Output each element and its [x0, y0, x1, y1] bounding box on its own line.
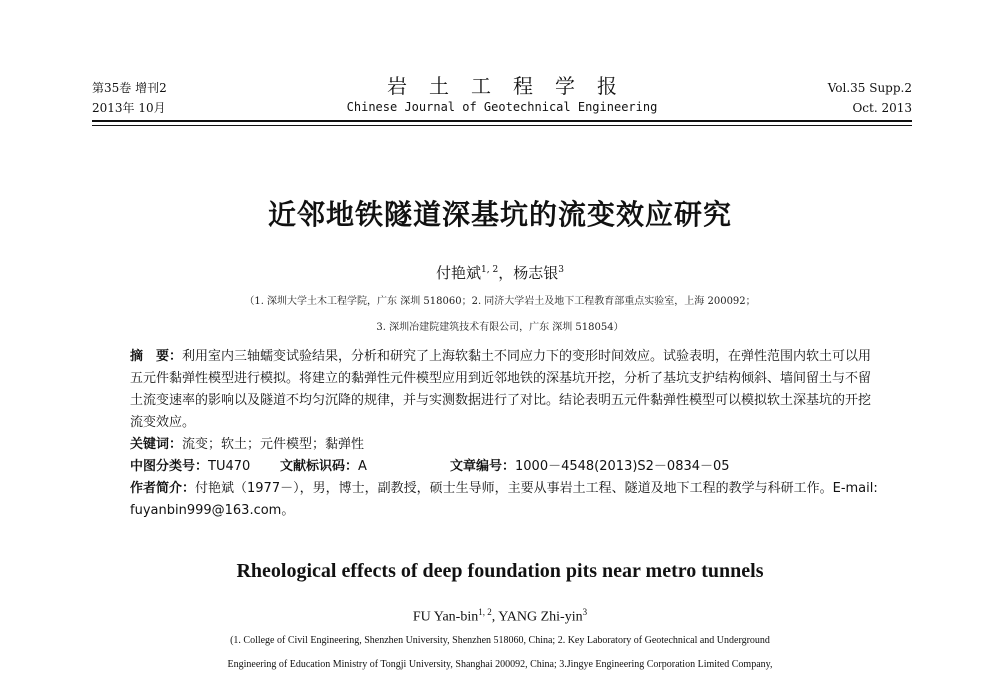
abstract [130, 346, 880, 434]
journal-name-cn: 岩土工程学报 [387, 74, 639, 98]
paper-title-en: Rheological effects of deep foundation pits near metro tunnels [236, 560, 764, 582]
date-en: Oct. 2013 [852, 101, 912, 115]
journal-name-en: Chinese Journal of Geotechnical Engineering [346, 100, 658, 114]
abstract-label: 摘 要： [130, 349, 183, 364]
clc-label: 中图分类号： [130, 459, 209, 474]
doc-code-value: A [358, 459, 367, 474]
clc-value: TU470 [208, 459, 251, 474]
author-1-cn: 付艳斌 [436, 264, 482, 282]
author-2-en: YANG Zhi-yin [498, 609, 583, 625]
header-rule-thick [92, 120, 912, 122]
author-en-separator: , [491, 609, 499, 625]
author-bio-text: 付艳斌（1977－），男，博士，副教授，硕士生导师，主要从事岩土工程、隧道及地下工程的教学与科研工作。E-mail: fuyanbin999@163.com。 [130, 481, 878, 518]
author-bio-label: 作者简介： [130, 481, 196, 496]
article-number-value: 1000－4548(2013)S2－0834－05 [515, 459, 730, 474]
volume-cn: 第35卷 增刊2 [92, 81, 167, 95]
author-2-sup: 3 [558, 265, 564, 275]
author-1-sup: 1, 2 [481, 265, 499, 275]
classification-line [130, 456, 880, 478]
authors-en [0, 607, 1000, 626]
abstract-text: 利用室内三轴蠕变试验结果，分析和研究了上海软黏土不同应力下的变形时间效应。试验表明，在弹性范围内软土可以用五元件黏弹性模型进行模拟。将建立的黏弹性元件模型应用到近邻地铁的深基坑开挖，分析了基坑支护结构倾斜、墙间留土与不留土流变速率的影响以及隧道不均匀沉降的规律，并与实测数据进行了对比。结论表明五元件黏弹性模型可以模拟软土深基坑的开挖流变效应。 [130, 349, 872, 430]
header-right [828, 78, 912, 118]
header-center [92, 74, 912, 116]
author-1-en-sup: 1, 2 [478, 607, 492, 617]
author-2-en-sup: 3 [582, 607, 588, 617]
authors-cn [0, 262, 1000, 283]
author-2-cn: 杨志银 [513, 264, 559, 282]
affiliation-cn-line2: 3. 深圳冶建院建筑技术有限公司，广东 深圳 518054） [376, 322, 624, 333]
author-bio [130, 478, 880, 522]
affiliation-en-line2: Engineering of Education Ministry of Tongji University, Shanghai 200092, China; 3.Jingye Engineering Corporation Limited Company, [227, 659, 773, 670]
affiliation-cn-line1: （1. 深圳大学土木工程学院，广东 深圳 518060；2. 同济大学岩土及地下工程教育部重点实验室，上海 200092； [244, 296, 756, 307]
abstract-block [130, 346, 880, 522]
date-cn: 2013年 10月 [92, 101, 166, 115]
doc-code-label: 文献标识码： [280, 459, 359, 474]
keywords [130, 434, 880, 456]
article-number-label: 文章编号： [450, 459, 516, 474]
paper-title-cn: 近邻地铁隧道深基坑的流变效应研究 [267, 198, 732, 231]
author-1-en: FU Yan-bin [412, 609, 479, 625]
keywords-text: 流变；软土；元件模型；黏弹性 [182, 437, 365, 452]
keywords-label: 关键词： [130, 437, 183, 452]
affiliation-en-line1: (1. College of Civil Engineering, Shenzhen University, Shenzhen 518060, China; 2. Key Laboratory of Geotechnical and Underground [230, 635, 770, 646]
author-separator: ， [498, 264, 514, 282]
volume-en: Vol.35 Supp.2 [827, 81, 912, 95]
header-rule-thin [92, 125, 912, 126]
